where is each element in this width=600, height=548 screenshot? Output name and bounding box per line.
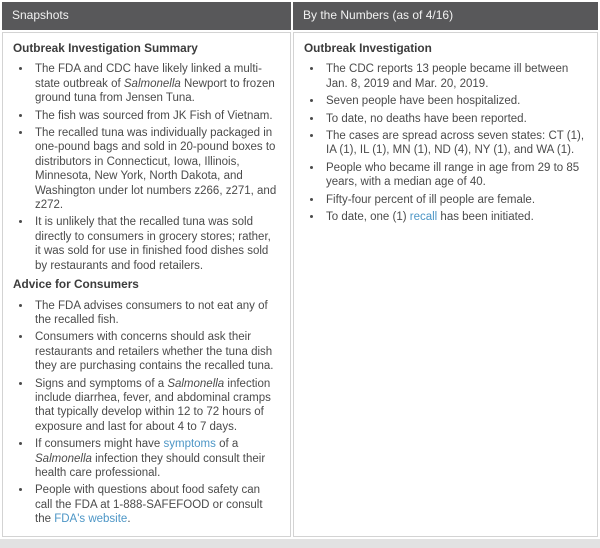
text-segment: Seven people have been hospitalized. <box>326 95 521 108</box>
list-item <box>32 483 278 526</box>
text-segment: The fish was sourced from JK Fish of Vietnam. <box>35 109 273 122</box>
text-segment: It is unlikely that the recalled tuna was sold directly to consumers in grocery stores; rather, it was sold for use in finished food dishes sold by restaurants and food retailers. <box>35 216 271 272</box>
bullet-list <box>304 62 585 224</box>
section-heading: Outbreak Investigation <box>304 41 432 55</box>
italic-text: Salmonella <box>123 77 181 90</box>
column-header-by-the-numbers: By the Numbers (as of 4/16) <box>293 2 598 30</box>
italic-text: Salmonella <box>35 452 92 465</box>
text-segment: The CDC reports 13 people became ill between Jan. 8, 2019 and Mar. 20, 2019. <box>326 63 569 90</box>
recall-link[interactable]: recall <box>409 211 438 224</box>
section-heading: Outbreak Investigation Summary <box>13 41 198 55</box>
by-the-numbers-cell <box>293 32 598 537</box>
text-segment: Consumers with concerns should ask their restaurants and retailers whether the tuna dish they are purchasing contains the recalled tuna. <box>35 331 274 373</box>
text-segment: of a <box>215 438 239 451</box>
snapshots-cell <box>2 32 291 537</box>
symptoms-link[interactable]: symptoms <box>163 438 216 451</box>
text-segment: Newport to frozen ground tuna from Jensen Tuna. <box>35 77 275 105</box>
list-item <box>323 62 585 91</box>
text-segment: . <box>127 513 131 526</box>
bullet-list <box>13 299 278 527</box>
text-segment: The FDA and CDC have likely linked a multi-state outbreak of <box>35 63 262 90</box>
column-header-snapshots: Snapshots <box>2 2 291 30</box>
list-item <box>323 129 585 158</box>
text-segment: Fifty-four percent of ill people are female. <box>326 193 536 206</box>
text-segment: The FDA advises consumers to not eat any of the recalled fish. <box>35 299 268 326</box>
text-segment: infection include diarrhea, fever, and abdominal cramps that typically develop within 12 to 72 hours of exposure and last for about 4 to 7 days. <box>35 377 271 433</box>
section-heading: Advice for Consumers <box>13 277 139 292</box>
list-item <box>323 193 585 207</box>
list-item <box>32 299 278 328</box>
list-item <box>32 62 278 105</box>
text-segment: infection they should consult their health care professional. <box>35 452 266 479</box>
list-item <box>32 377 278 435</box>
text-segment: has been initiated. <box>437 211 534 224</box>
text-segment: People who became ill range in age from 29 to 85 years, with a median age of 40. <box>326 161 580 189</box>
text-segment: The cases are spread across seven states: CT (1), IA (1), IL (1), MN (1), ND (4), NY (1), and WA (1). <box>326 130 585 157</box>
text-segment: The recalled tuna was individually packaged in one-pound bags and sold in 20-pound boxes to distributors in Connecticut, Iowa, Illinois, Minnesota, New York, North Dakota, and Washington under lot numbers z266, z271, and z272. <box>35 127 277 212</box>
list-item <box>32 109 278 123</box>
list-item <box>323 210 585 224</box>
list-item <box>32 126 278 212</box>
list-item <box>323 161 585 190</box>
text-segment: To date, one (1) <box>326 211 410 224</box>
bullet-list <box>13 62 278 273</box>
text-segment: Signs and symptoms of a <box>35 377 168 390</box>
fdas-website-link[interactable]: FDA's website <box>54 513 128 526</box>
text-segment: To date, no deaths have been reported. <box>326 112 527 125</box>
list-item <box>32 437 278 480</box>
italic-text: Salmonella <box>167 377 225 390</box>
text-segment: People with questions about food safety can call the FDA at 1-888-SAFEFOOD or consult the <box>35 484 263 526</box>
list-item <box>32 215 278 273</box>
text-segment: If consumers might have <box>35 438 164 451</box>
list-item <box>32 330 278 373</box>
page-footer-strip <box>0 539 600 548</box>
list-item <box>323 94 585 108</box>
list-item <box>323 112 585 126</box>
